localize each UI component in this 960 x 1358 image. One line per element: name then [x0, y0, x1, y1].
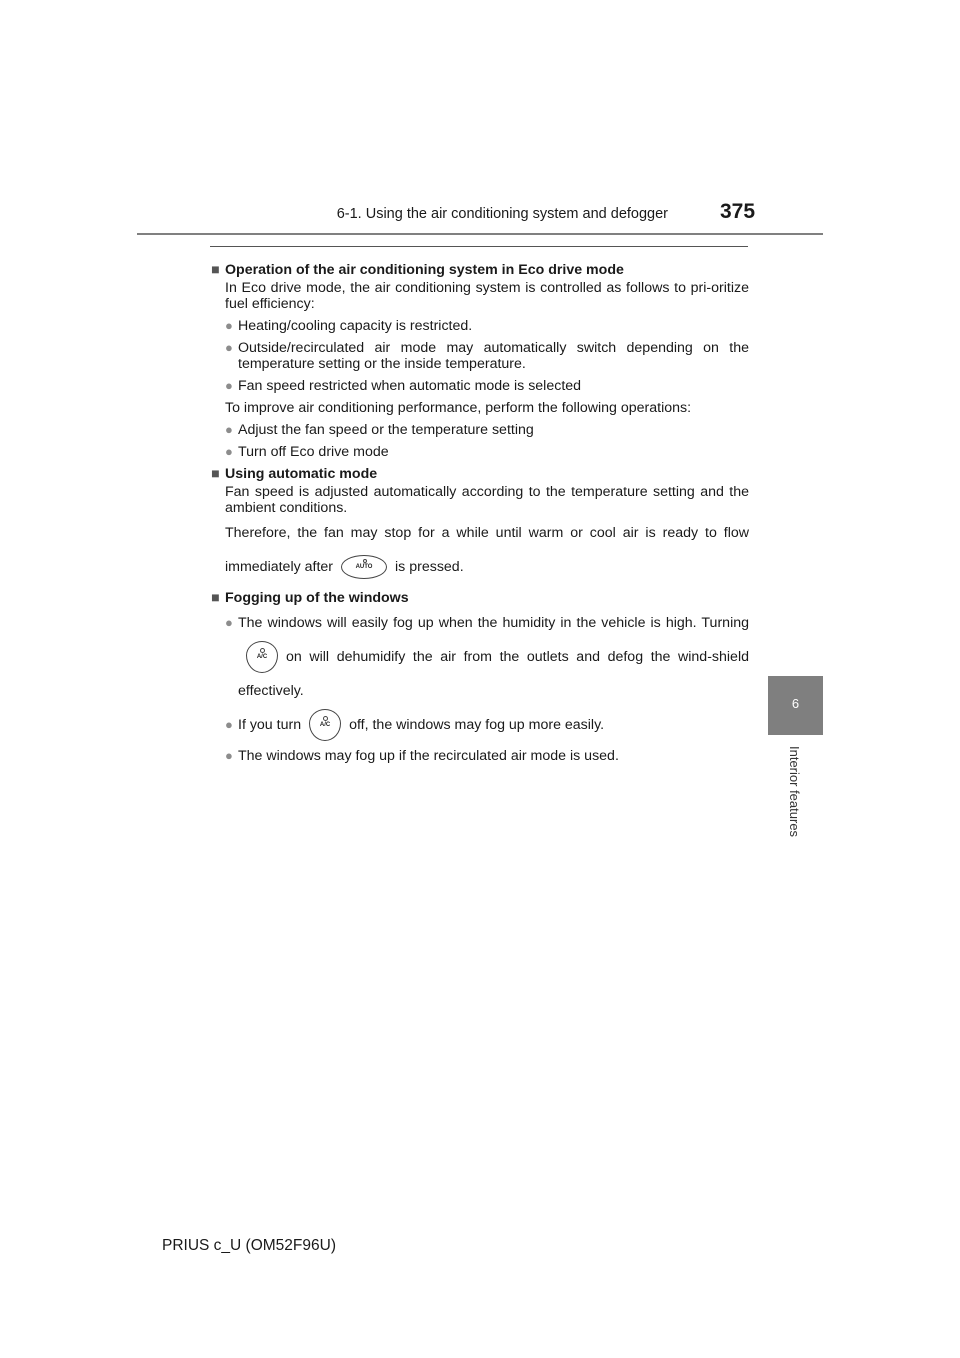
eco-improve: To improve air conditioning performance, perform the following operations: — [225, 400, 692, 416]
auto-para-2-end: is pressed. — [395, 559, 464, 575]
eco-heading — [211, 262, 749, 278]
bullet-mark: ● — [225, 340, 233, 355]
chapter-label — [786, 746, 802, 856]
list-item-text: Outside/recirculated air mode may automatically switch depending on the temperature setting or the inside temperature. — [238, 340, 749, 372]
bullet-mark: ● — [225, 748, 233, 763]
list-item — [225, 378, 749, 394]
bullet-mark: ● — [225, 717, 233, 732]
list-item-text: Turn off Eco drive mode — [238, 444, 389, 460]
list-item-text — [238, 708, 749, 742]
list-item-text: Heating/cooling capacity is restricted. — [238, 318, 473, 334]
bullet-mark: ● — [225, 318, 233, 333]
heading-mark: ■ — [211, 466, 220, 482]
heading-mark: ■ — [211, 262, 220, 278]
list-item — [225, 708, 749, 742]
eco-heading-text: Operation of the air conditioning system in Eco drive mode — [225, 262, 624, 278]
bullet-mark: ● — [225, 615, 233, 630]
list-item-text: Adjust the fan speed or the temperature setting — [238, 422, 534, 438]
fog-b2-start: If you turn — [238, 717, 302, 733]
chapter-number: 6 — [791, 696, 800, 711]
auto-heading — [211, 466, 749, 482]
heading-mark: ■ — [211, 590, 220, 606]
header-rule — [137, 233, 823, 235]
eco-intro: In Eco drive mode, the air conditioning system is controlled as follows to pri-oritize fuel efficiency: — [225, 280, 749, 312]
auto-para-1: Fan speed is adjusted automatically according to the temperature setting and the ambient conditions. — [225, 484, 749, 516]
footer-model: PRIUS c_U (OM52F96U) — [162, 1237, 336, 1254]
ac-button-icon — [309, 709, 341, 741]
fog-heading-text: Fogging up of the windows — [225, 590, 409, 606]
list-item — [225, 606, 749, 708]
auto-para-2 — [225, 516, 749, 584]
ac-button-label: A/C — [256, 654, 268, 661]
bullet-mark: ● — [225, 444, 233, 459]
chapter-label-text: Interior features — [787, 746, 802, 838]
list-item — [225, 748, 749, 764]
auto-button-label: AUTO — [355, 564, 373, 571]
list-item-text — [238, 606, 749, 708]
auto-para-2-start: Therefore, the fan may stop for a while until warm or cool air is ready to flow immediately after — [225, 525, 749, 575]
list-item — [225, 444, 749, 460]
page-content — [211, 256, 749, 764]
page-number: 375 — [720, 200, 756, 223]
list-item — [225, 340, 749, 372]
fog-b2-end: off, the windows may fog up more easily. — [349, 717, 605, 733]
ac-button-label: A/C — [319, 722, 331, 729]
list-item — [225, 318, 749, 334]
bullet-mark: ● — [225, 378, 233, 393]
section-title: 6-1. Using the air conditioning system and defogger — [336, 206, 668, 222]
fog-b1-end: on will dehumidify the air from the outlets and defog the wind-shield effectively. — [238, 649, 749, 699]
list-item-text: Fan speed restricted when automatic mode is selected — [238, 378, 582, 394]
fog-b1-start: The windows will easily fog up when the humidity in the vehicle is high. Turning — [238, 615, 749, 631]
fog-heading — [211, 590, 749, 606]
bullet-mark: ● — [225, 422, 233, 437]
list-item-text: The windows may fog up if the recirculated air mode is used. — [238, 748, 619, 764]
auto-heading-text: Using automatic mode — [225, 466, 378, 482]
section-rule — [210, 246, 748, 247]
ac-button-icon — [246, 641, 278, 673]
list-item — [225, 422, 749, 438]
auto-button-icon — [341, 555, 387, 579]
